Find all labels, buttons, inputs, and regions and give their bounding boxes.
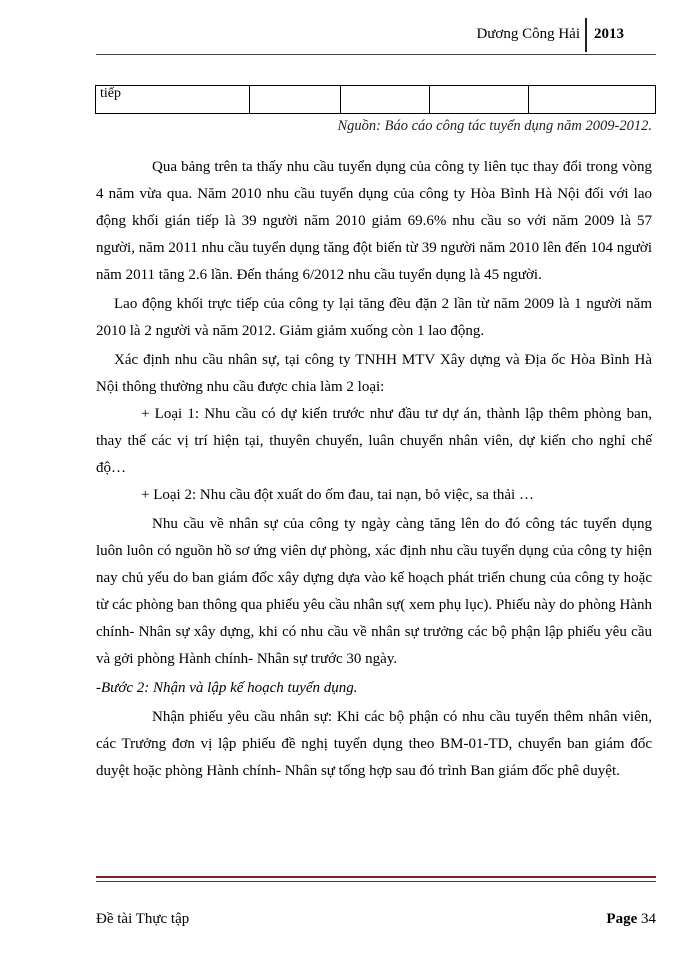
- list-item: + Loại 2: Nhu cầu đột xuất do ốm đau, tai nạn, bỏ việc, sa thải …: [141, 487, 534, 503]
- footer-page: [560, 911, 656, 928]
- header-author: Dương Công Hải: [476, 26, 580, 42]
- table-row: [96, 86, 656, 114]
- paragraph: Nhận phiếu yêu cầu nhân sự: Khi các bộ phận có nhu cầu tuyển thêm nhân viên, các Trưởng đơn vị lập phiếu đề nghị tuyển dụng theo BM-01-TD, chuyển ban giám đốc duyệt hoặc phòng Hành chính- Nhân sự tổng hợp sau đó trình Ban giám đốc phê duyệt.: [96, 709, 652, 779]
- footer-rule: [96, 876, 656, 878]
- footer-rule: [96, 881, 656, 882]
- list-item: + Loại 1: Nhu cầu có dự kiến trước như đầu tư dự án, thành lập thêm phòng ban, thay thế các vị trí hiện tại, thuyên chuyển, luân chuyển nhân viên, dự kiến cho nghỉ chế độ…: [96, 406, 652, 476]
- table-cell: [430, 86, 529, 114]
- paragraph: Xác định nhu cầu nhân sự, tại công ty TNHH MTV Xây dựng và Địa ốc Hòa Bình Hà Nội thông thường nhu cầu được chia làm 2 loại:: [96, 352, 652, 395]
- paragraph: Lao động khối trực tiếp của công ty lại tăng đều đặn 2 lần từ năm 2009 là 1 người năm 2010 là 2 người và năm 2012. Giảm giảm xuống còn 1 lao động.: [96, 296, 652, 339]
- footer-title: Đề tài Thực tập: [96, 911, 190, 927]
- paragraph: Qua bảng trên ta thấy nhu cầu tuyển dụng của công ty liên tục thay đổi trong vòng 4 năm vừa qua. Năm 2010 nhu cầu tuyển dụng của công ty Hòa Bình Hà Nội đối với lao động khối gián tiếp là 39 người năm 2010 giảm 69.6% nhu cầu so với năm 2009 là 57 người, năm 2011 nhu cầu tuyển dụng tăng đột biến từ 39 người năm 2010 lên đến 104 người năm 2011 tăng 2.6 lần. Đến tháng 6/2012 nhu cầu tuyển dụng là 45 người.: [96, 159, 652, 283]
- paragraph: Nhu cầu về nhân sự của công ty ngày càng tăng lên do đó công tác tuyển dụng luôn luôn có nguồn hồ sơ ứng viên dự phòng, xác định nhu cầu tuyển dụng của công ty hiện nay chủ yếu do ban giám đốc xây dựng dựa vào kế hoạch phát triển chung của công ty hoặc từ các phòng ban thông qua phiếu yêu cầu nhân sự( xem phụ lục). Phiếu này do phòng Hành chính- Nhân sự xây dựng, khi có nhu cầu về nhân sự trưởng các bộ phận lập phiếu yêu cầu và gởi phòng Hành chính- Nhân sự trước 30 ngày.: [96, 516, 652, 667]
- step-heading: -Bước 2: Nhận và lập kế hoạch tuyển dụng.: [96, 680, 358, 696]
- page-label: Page: [606, 911, 638, 927]
- table-cell: tiếp: [96, 86, 250, 114]
- table-cell: [529, 86, 656, 114]
- table-cell: [250, 86, 341, 114]
- table-cell: [341, 86, 430, 114]
- body-text: [96, 146, 652, 785]
- table-source-note: Nguồn: Báo cáo công tác tuyển dụng năm 2009-2012.: [337, 118, 652, 134]
- header-rule: [96, 54, 656, 55]
- page-number: 34: [641, 911, 656, 927]
- header-separator: [585, 18, 587, 52]
- header-year: 2013: [594, 26, 624, 42]
- table-fragment: [95, 85, 656, 114]
